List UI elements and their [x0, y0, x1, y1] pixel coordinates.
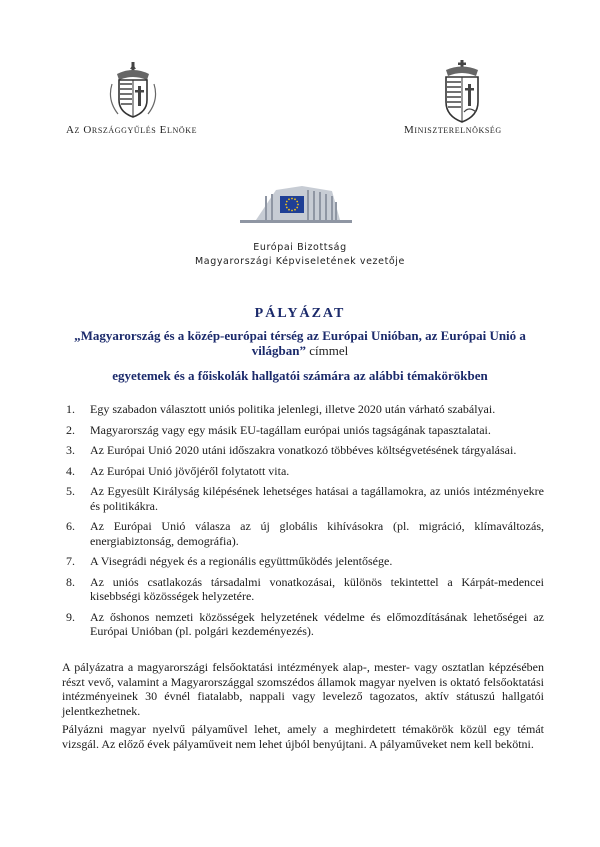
topic-text: Az Európai Unió válasza az új globális kihívásokra (pl. migráció, klímaváltozás, energiabiztonság, demográfia). [90, 519, 544, 548]
subtitle-audience: egyetemek és a főiskolák hallgatói számára az alábbi témakörökben [112, 368, 488, 383]
topic-text: A Visegrádi négyek és a regionális együttműködés jelentősége. [90, 554, 393, 568]
topic-number: 6. [66, 519, 75, 533]
submission-rules-paragraph: Pályázni magyar nyelvű pályaművel lehet, amely a meghirdetett témakörök közül egy témát vizsgál. Az előző évek pályaműveit nem lehet újból benyújtani. A pályaműveket nem kell bekötni. [62, 722, 544, 751]
subtitle-plain-text: címmel [309, 343, 349, 358]
topic-item [66, 464, 544, 479]
topic-item [66, 575, 544, 604]
topics-list [66, 402, 544, 645]
topic-number: 2. [66, 422, 75, 437]
topic-number: 1. [66, 402, 75, 416]
prime-ministers-office-label: Miniszterelnökség [404, 124, 502, 136]
topic-text: Az Európai Unió jövőjéről folytatott vita. [90, 463, 290, 478]
topic-text: Az Európai Unió 2020 utáni időszakra vonatkozó többéves költségvetésének tárgyalásai. [90, 443, 517, 457]
subtitle [60, 328, 540, 358]
eligibility-paragraph: A pályázatra a magyarországi felsőoktatási intézmények alap-, mester- vagy osztatlan képzésében részt vevő, valamint a Magyarországgal szomszédos államok magyar nyelven is oktató felsőoktatási intézményeinek 30 évnél fiatalabb, nappali vagy levelező tagozatos, aktív státuszú hallgatói jelentkezhetnek. [62, 660, 544, 718]
topic-text: Az őshonos nemzeti közösségek helyzetének védelme és előmozdításának lehetőségei az Európai Unióban (pl. polgári kezdeményezés). [90, 609, 544, 638]
topic-text: Az Egyesült Királyság kilépésének lehetséges hatásai a tagállamokra, az uniós intézményekre és politikákra. [90, 484, 544, 513]
page-title: PÁLYÁZAT [254, 306, 346, 321]
topic-number: 3. [66, 443, 75, 457]
topic-text: Egy szabadon választott uniós politika jelenlegi, illetve 2020 után várható szabályai. [90, 402, 496, 416]
subtitle-bold-text: „Magyarország és a közép-európai térség az Európai Unióban, az Európai Unió a világban” [74, 328, 526, 358]
topic-item [66, 402, 544, 417]
topic-item [66, 484, 544, 513]
ec-caption-line2: Magyarországi Képviseletének vezetője [194, 256, 405, 267]
topic-item [66, 554, 544, 569]
topic-item [66, 519, 544, 548]
topic-number: 7. [66, 554, 75, 568]
topic-number: 5. [66, 484, 75, 498]
parliament-speaker-label: Az Országgyűlés Elnöke [66, 124, 198, 136]
european-commission-logo-icon [236, 182, 356, 232]
topic-item [66, 443, 544, 458]
topic-number: 4. [66, 463, 75, 478]
topic-item [66, 610, 544, 639]
topic-text: Az uniós csatlakozás társadalmi vonatkozásai, különös tekintettel a Kárpát-medencei kisebbségi közösségek helyzetére. [90, 574, 544, 603]
topic-item [66, 423, 544, 438]
parliament-crest-icon [102, 60, 164, 122]
topic-text: Magyarország vagy egy másik EU-tagállam európai uniós tagságának tapasztalatai. [90, 422, 491, 437]
hungarian-coat-of-arms-icon [438, 60, 486, 126]
ec-caption-line1: Európai Bizottság [253, 242, 347, 253]
topic-number: 9. [66, 609, 75, 624]
topic-number: 8. [66, 574, 75, 589]
